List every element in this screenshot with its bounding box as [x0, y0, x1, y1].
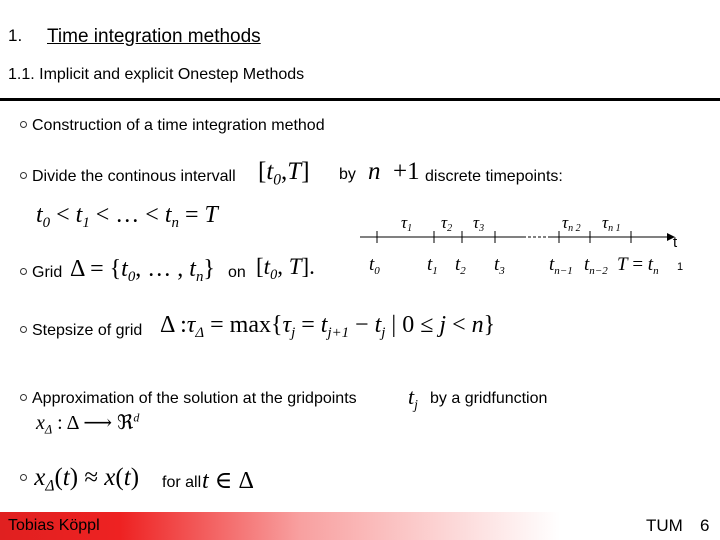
bullet-icon: [20, 172, 27, 179]
tau-1-label: τ1: [401, 213, 413, 234]
bullet-text: Stepsize of grid: [32, 322, 143, 339]
tau-n-1-label: τn 1: [602, 213, 621, 234]
gridfunction-text: by a gridfunction: [430, 390, 548, 407]
page-number: 6: [700, 516, 710, 535]
tau-3-label: τ3: [473, 213, 485, 234]
timeline-diagram: [355, 200, 695, 290]
tau-2-label: τ2: [441, 213, 453, 234]
timeline-axis-label: t: [673, 234, 678, 251]
bullet-icon: [20, 474, 27, 481]
tn-1-label: $t_{n-1}$: [549, 254, 573, 277]
approximation-formula: $x_\Delta(t) \approx x(t)$: [28, 464, 140, 495]
bullet-text: Construction of a time integration method: [32, 117, 325, 134]
T-equals-tn-label: $T = t_n$: [617, 254, 659, 277]
on-text: on: [228, 264, 246, 281]
discrete-timepoints-text: discrete timepoints:: [425, 168, 563, 185]
interval-formula-2: [$t_0$, T].: [256, 254, 315, 283]
bullet-icon: [20, 268, 27, 275]
t3-label: $t_3$: [494, 254, 505, 277]
tau-n-2-label: τn 2: [562, 213, 581, 234]
grid-set-formula: $\Delta = \{t_0$, … , $t_n$}: [70, 256, 215, 286]
t1-label: $t_1$: [427, 254, 438, 277]
gridfunction-mapping-formula: $x_\Delta$ : Δ ⟶ ℜ$^d$: [36, 410, 140, 437]
bullet-text: Approximation of the solution at the gridpoints: [32, 390, 357, 407]
t-in-grid-formula: t ∈ Δ: [202, 468, 254, 494]
t-one-subscript: 1: [677, 261, 684, 273]
bullet-text: Divide the continous intervall: [32, 168, 236, 185]
bullet-icon: [20, 121, 27, 128]
page-title: Time integration methods: [47, 26, 261, 47]
t0-label: $t_0$: [369, 254, 380, 277]
heading-number: 1.: [8, 26, 23, 45]
footer-author: Tobias Köppl: [8, 517, 100, 534]
for-all-text: for all: [162, 474, 202, 491]
tj-formula: $t_j$: [408, 384, 418, 412]
bullet-approximation: [20, 390, 357, 408]
footer-organization: TUM: [646, 516, 683, 535]
n-plus-one-formula: n +1: [368, 158, 420, 185]
bullet-icon: [20, 326, 27, 333]
by-text: by: [339, 166, 356, 183]
bullet-construction: [20, 117, 325, 135]
bullet-divide: [20, 168, 236, 186]
bullet-stepsize: [20, 322, 142, 340]
bullet-text: Grid: [32, 264, 63, 281]
interval-formula: $[t_0,T]$: [258, 158, 310, 189]
footer-bar: [0, 512, 720, 540]
bullet-icon: [20, 394, 27, 401]
tn-2-label: $t_{n-2}$: [584, 254, 608, 277]
bullet-grid: [20, 264, 62, 282]
header-divider: [0, 98, 720, 101]
section-subheading: 1.1. Implicit and explicit Onestep Methods: [8, 66, 305, 83]
stepsize-formula: Δ $:\tau_\Delta = \max\{\tau_j = t_{j+1} - t_j$ | 0 ≤ j < n}: [160, 312, 496, 342]
t2-label: $t_2$: [455, 254, 466, 277]
timepoint-inequality-formula: $t_0 < t_1$ < … < $t_n = T$: [36, 202, 218, 232]
